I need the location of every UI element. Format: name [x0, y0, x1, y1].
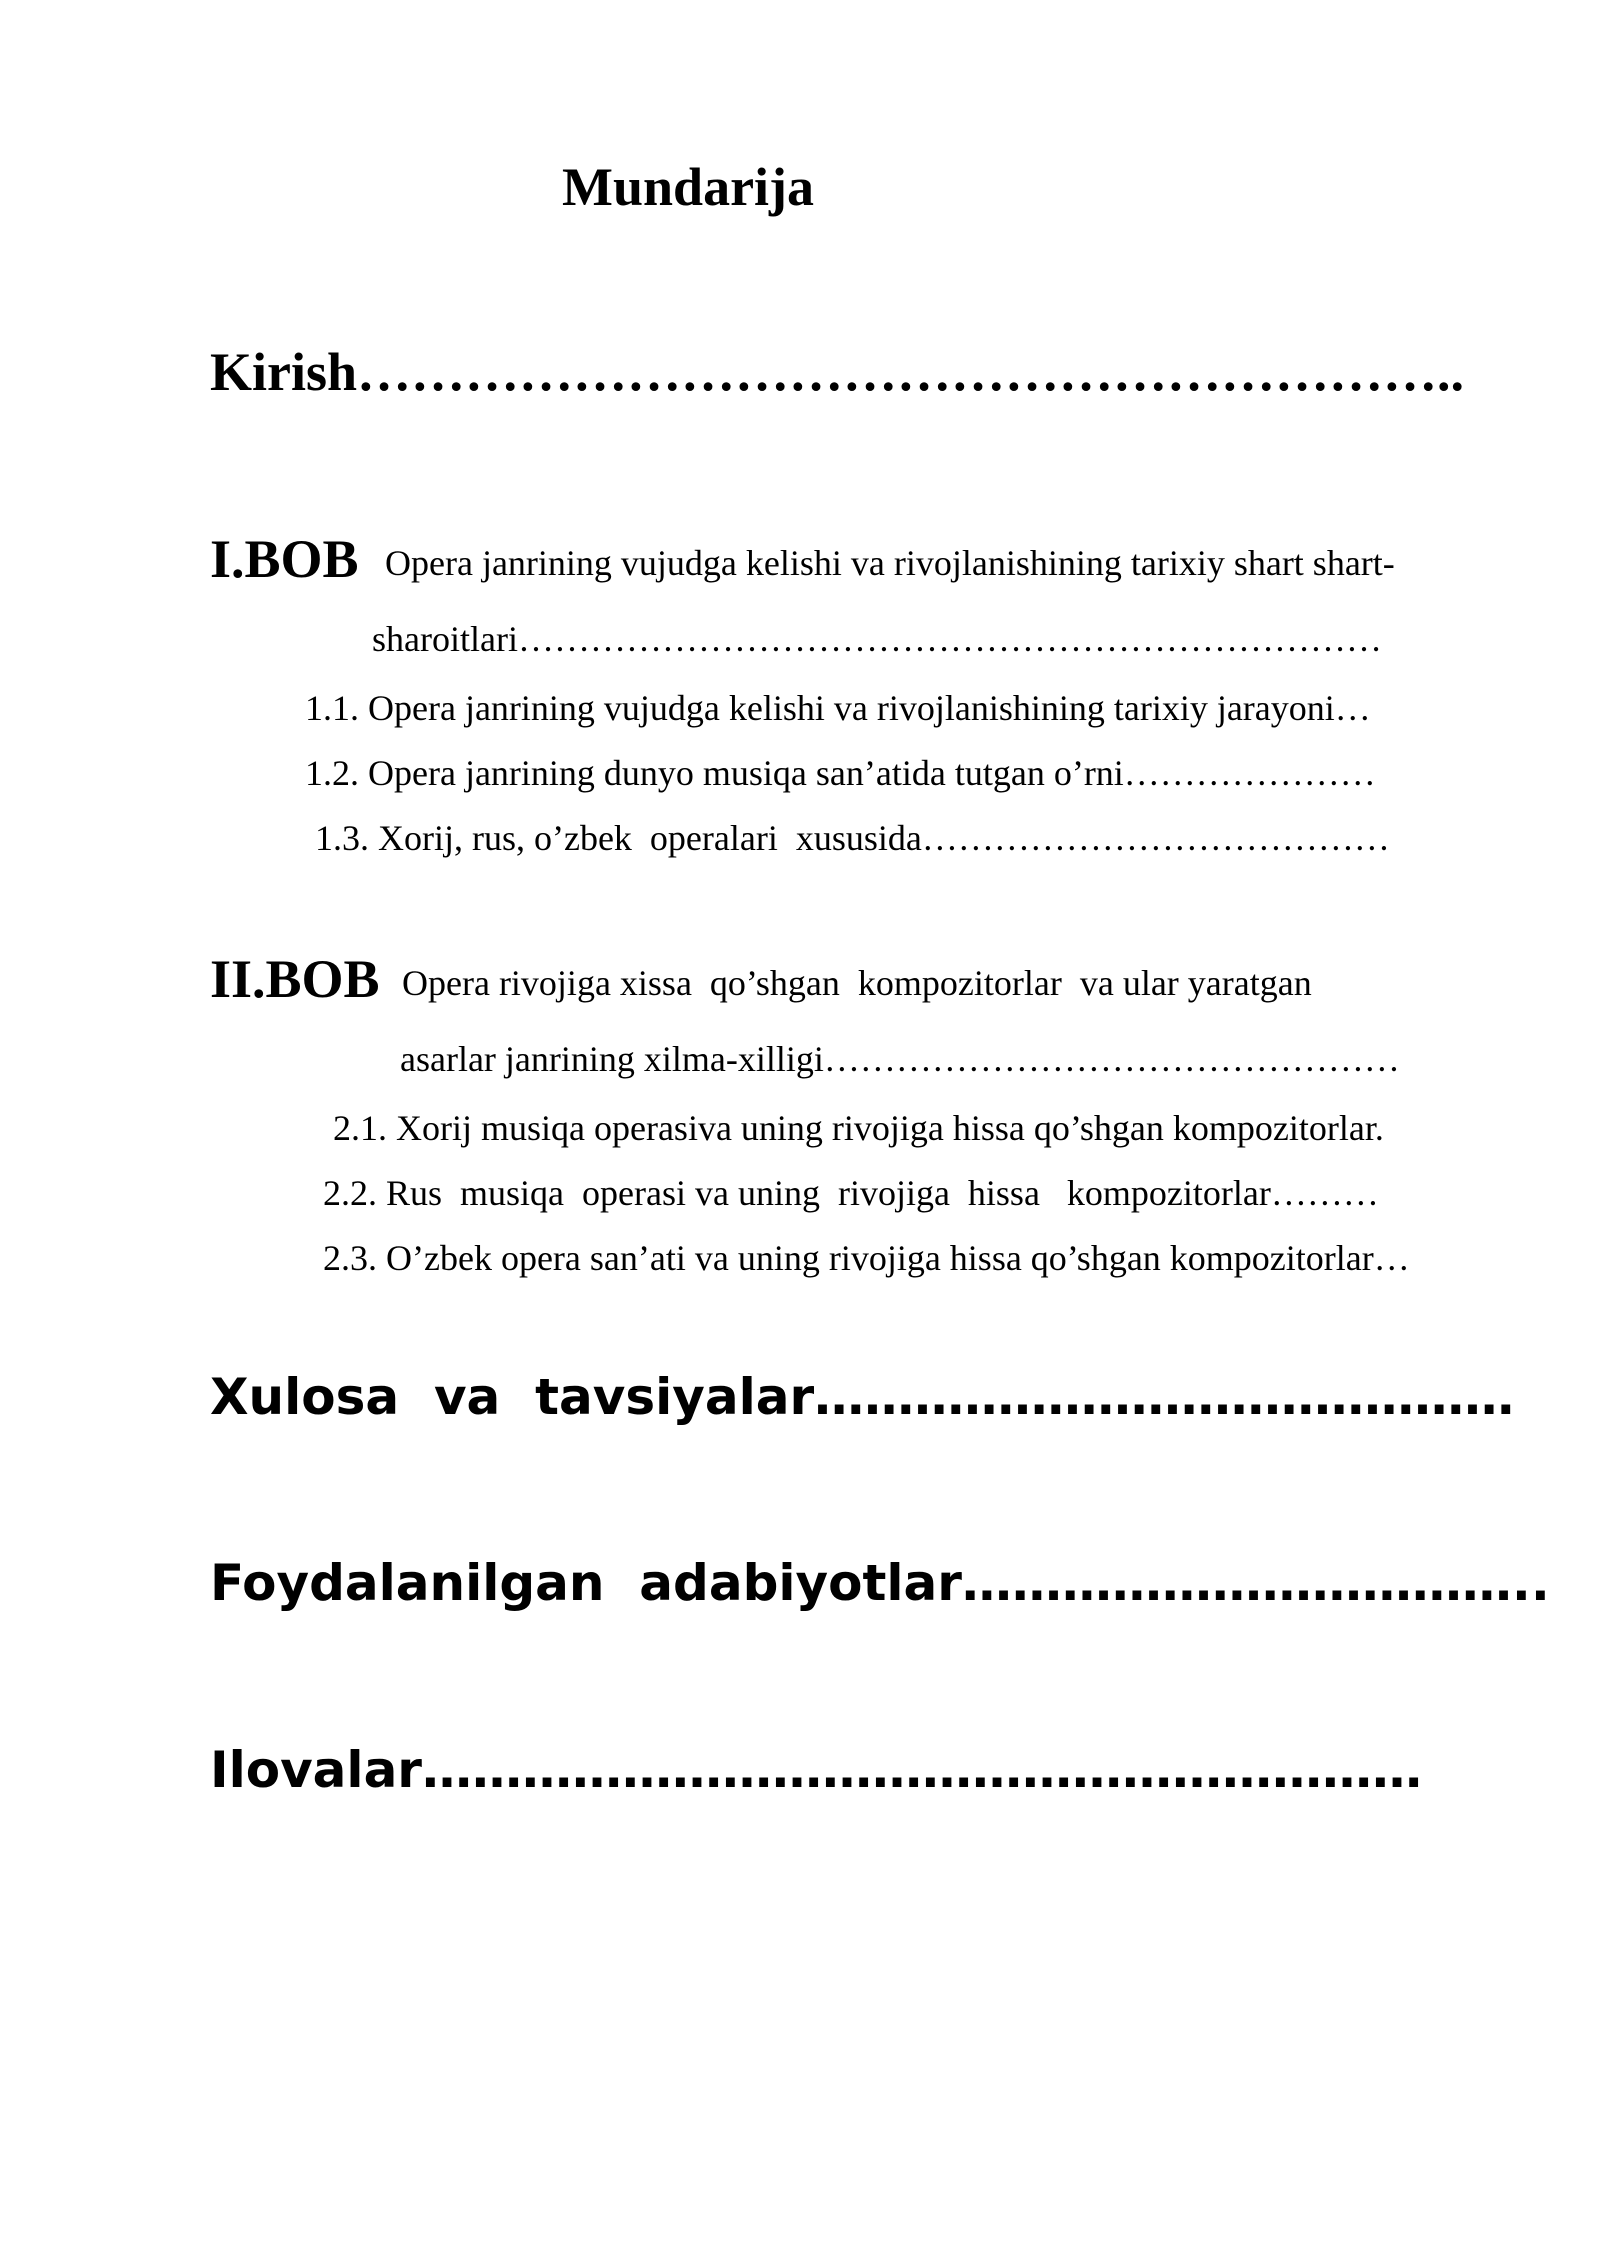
toc-chapter-2-title: Opera rivojiga xissa qo’shgan kompozitorlar va ular yaratgan [402, 963, 1312, 1003]
toc-section-1-1: 1.1. Opera janrining vujudga kelishi va rivojlanishining tarixiy jarayoni… [305, 688, 1371, 728]
toc-entry-foydalanilgan-adabiyotlar: Foydalanilgan adabiyotlar…………………………….. [210, 1554, 1550, 1612]
toc-section-1-2: 1.2. Opera janrining dunyo musiqa san’atida tutgan o’rni………………… [305, 753, 1376, 793]
toc-entry-xulosa: Xulosa va tavsiyalar…………………………………… [210, 1368, 1515, 1426]
toc-entry-ilovalar: Ilovalar…………………………………………………… [210, 1741, 1422, 1799]
toc-chapter-2-title-continued: asarlar janrining xilma-xilligi………………………………………… [400, 1039, 1400, 1079]
toc-section-2-3: 2.3. O’zbek opera san’ati va uning rivojiga hissa qo’shgan kompozitorlar… [323, 1238, 1410, 1278]
toc-chapter-1-label: I.BOB [210, 529, 359, 589]
page-title: Mundarija [562, 157, 815, 217]
toc-section-1-3: 1.3. Xorij, rus, o’zbek operalari xususida………………………………… [315, 818, 1390, 858]
toc-chapter-2-label: II.BOB [210, 949, 380, 1009]
toc-entry-kirish: Kirish…………………………………………………….. [210, 342, 1465, 402]
toc-section-2-1: 2.1. Xorij musiqa operasiva uning rivojiga hissa qo’shgan kompozitorlar. [333, 1108, 1384, 1148]
toc-chapter-1-title-continued: sharoitlari……………………………………………………………… [372, 619, 1382, 659]
toc-chapter-1-title: Opera janrining vujudga kelishi va rivojlanishining tarixiy shart shart- [385, 543, 1395, 583]
toc-section-2-2: 2.2. Rus musiqa operasi va uning rivojiga hissa kompozitorlar……… [323, 1173, 1379, 1213]
